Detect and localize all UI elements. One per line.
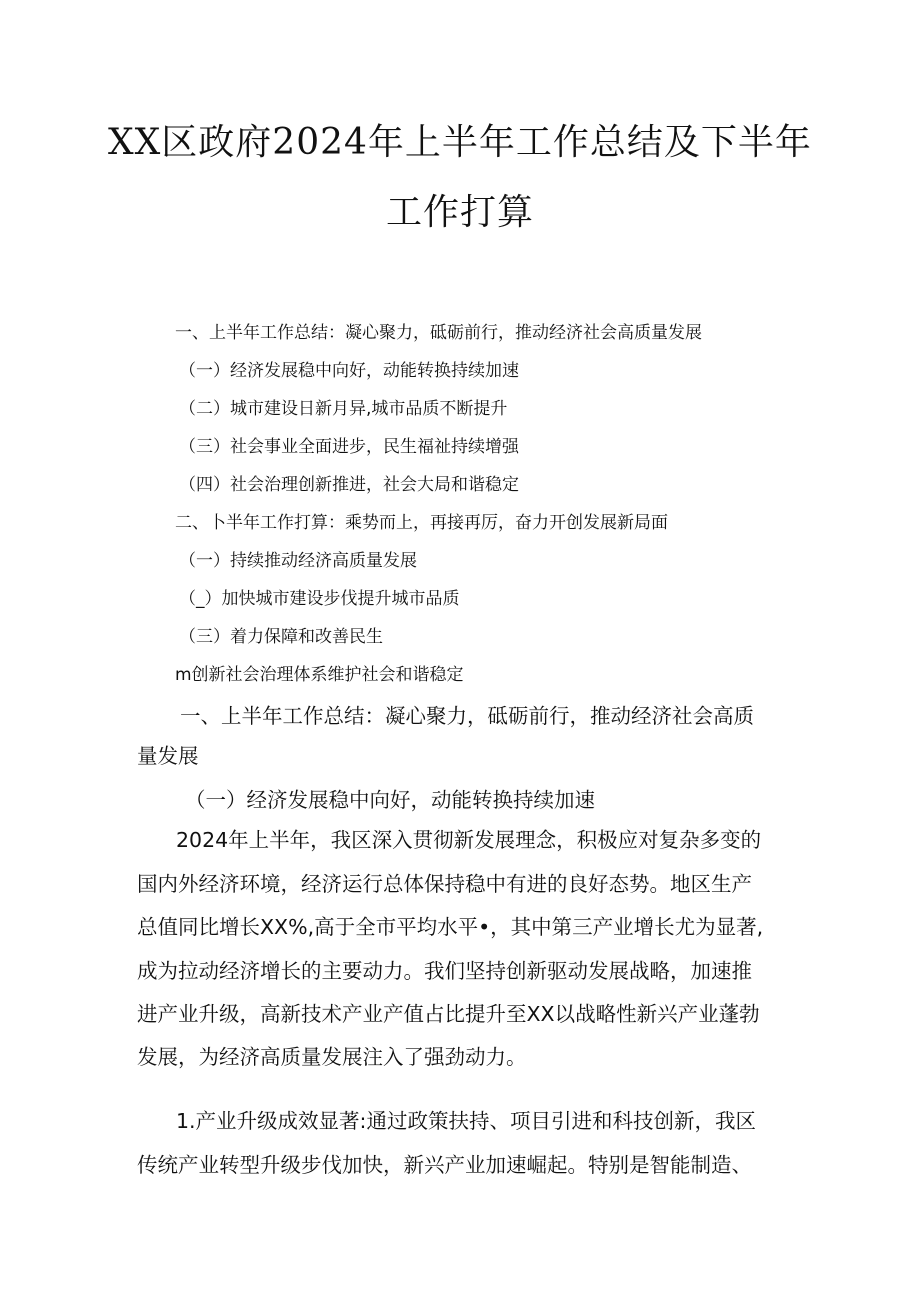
paragraph-line: 国内外经济环境，经济运行总体保持稳中有进的良好态势。地区生产 xyxy=(137,872,752,896)
paragraph-line: 传统产业转型升级步伐加快，新兴产业加速崛起。特别是智能制造、 xyxy=(137,1153,752,1177)
paragraph-line: 1.产业升级成效显著:通过政策扶持、项目引进和科技创新，我区 xyxy=(176,1109,756,1133)
paragraph-line: 成为拉动经济增长的主要动力。我们坚持创新驱动发展战略，加速推 xyxy=(137,959,752,983)
toc-item: 二、卜半年工作打算：乘势而上，再接再厉，奋力开创发展新局面 xyxy=(175,513,668,533)
paragraph-line: 总值同比增长XX%,高于全市平均水平•，其中第三产业增长尤为显著, xyxy=(137,915,764,939)
toc-item: （三）着力保障和改善民生 xyxy=(179,627,383,647)
paragraph-line: 发展，为经济高质量发展注入了强劲动力。 xyxy=(137,1045,527,1069)
paragraph-line: 进产业升级，高新技术产业产值占比提升至XX以战略性新兴产业蓬勃 xyxy=(137,1002,760,1026)
toc-item: （一）经济发展稳中向好，动能转换持续加速 xyxy=(179,361,519,381)
toc-item: （_）加快城市建设步伐提升城市品质 xyxy=(179,589,460,609)
paragraph-line: 2024年上半年，我区深入贯彻新发展理念，积极应对复杂多变的 xyxy=(176,828,762,852)
toc-item: m创新社会治理体系维护社会和谐稳定 xyxy=(175,665,464,685)
document-title-line-1: XX区政府2024年上半年工作总结及下半年 xyxy=(108,122,812,163)
toc-item: （四）社会治理创新推进，社会大局和谐稳定 xyxy=(179,475,519,495)
toc-item: （一）持续推动经济高质量发展 xyxy=(179,551,417,571)
toc-item: （三）社会事业全面进步，民生福祉持续增强 xyxy=(179,437,519,457)
section-heading-continuation: 量发展 xyxy=(137,744,199,768)
document-title-line-2: 工作打算 xyxy=(385,192,534,233)
subsection-heading: （一）经济发展稳中向好，动能转换持续加速 xyxy=(185,788,595,812)
section-heading: 一、上半年工作总结：凝心聚力，砥砺前行，推动经济社会高质 xyxy=(180,704,754,728)
toc-item: 一、上半年工作总结：凝心聚力，砥砺前行，推动经济社会高质量发展 xyxy=(175,323,702,343)
toc-item: （二）城市建设日新月异,城市品质不断提升 xyxy=(179,399,508,419)
